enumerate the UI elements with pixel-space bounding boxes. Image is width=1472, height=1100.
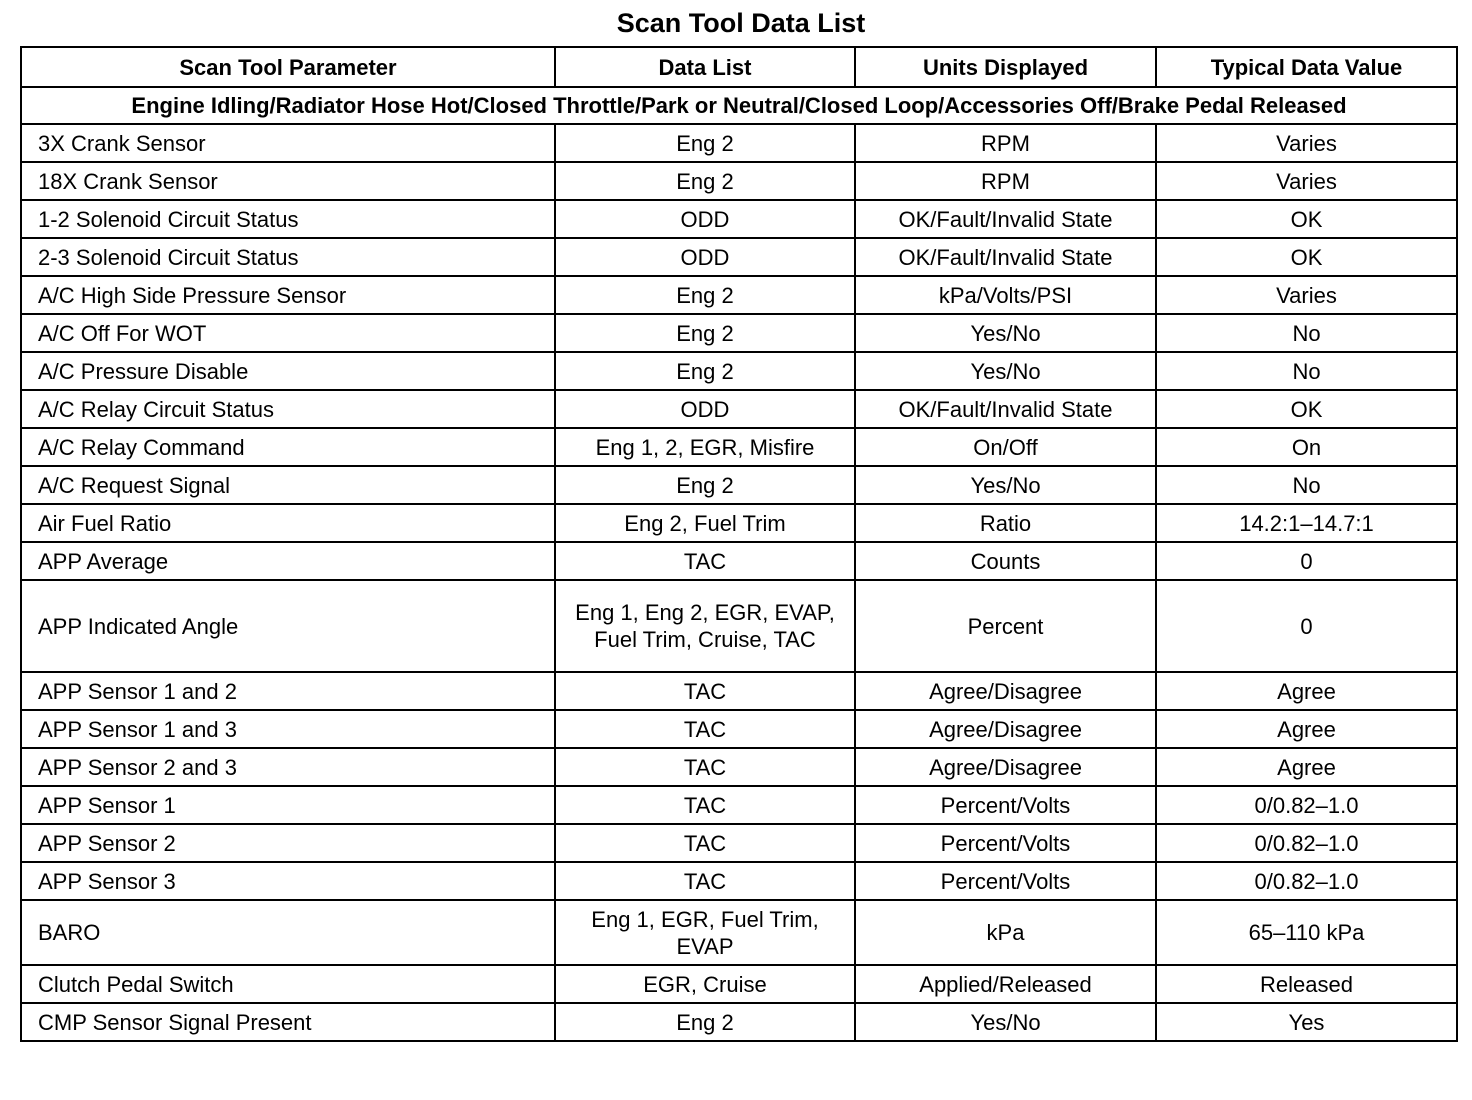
parameter-cell: A/C Off For WOT [21, 314, 555, 352]
table-row [21, 824, 1457, 862]
page-title: Scan Tool Data List [616, 8, 866, 38]
typical-value-cell: Agree [1156, 672, 1457, 710]
data-list-cell: TAC [555, 786, 855, 824]
table-row [21, 124, 1457, 162]
typical-value-cell: 0/0.82–1.0 [1156, 786, 1457, 824]
data-list-cell: Eng 2 [555, 162, 855, 200]
units-cell: Agree/Disagree [855, 710, 1156, 748]
typical-value-cell: No [1156, 466, 1457, 504]
units-cell: OK/Fault/Invalid State [855, 238, 1156, 276]
typical-value-cell: Yes [1156, 1003, 1457, 1041]
table-row [21, 965, 1457, 1003]
table-row [21, 748, 1457, 786]
typical-value-cell: No [1156, 352, 1457, 390]
units-cell: Percent [855, 580, 1156, 672]
table-row [21, 786, 1457, 824]
units-cell: Percent/Volts [855, 786, 1156, 824]
typical-value-cell: Varies [1156, 162, 1457, 200]
header-units: Units Displayed [855, 47, 1156, 87]
data-list-cell: Eng 1, 2, EGR, Misfire [555, 428, 855, 466]
parameter-cell: APP Sensor 3 [21, 862, 555, 900]
parameter-cell: APP Sensor 1 and 3 [21, 710, 555, 748]
parameter-cell: A/C Relay Circuit Status [21, 390, 555, 428]
parameter-cell: APP Average [21, 542, 555, 580]
data-list-cell: Eng 1, Eng 2, EGR, EVAP, Fuel Trim, Cruise, TAC [555, 580, 855, 672]
parameter-cell: Air Fuel Ratio [21, 504, 555, 542]
data-list-cell: Eng 2 [555, 1003, 855, 1041]
parameter-cell: 1-2 Solenoid Circuit Status [21, 200, 555, 238]
table-row [21, 162, 1457, 200]
typical-value-cell: OK [1156, 390, 1457, 428]
units-cell: Percent/Volts [855, 824, 1156, 862]
typical-value-cell: Agree [1156, 710, 1457, 748]
data-list-cell: TAC [555, 862, 855, 900]
typical-value-cell: OK [1156, 200, 1457, 238]
parameter-cell: 3X Crank Sensor [21, 124, 555, 162]
units-cell: On/Off [855, 428, 1156, 466]
table-row [21, 314, 1457, 352]
typical-value-cell: OK [1156, 238, 1457, 276]
data-list-cell: ODD [555, 390, 855, 428]
table-row [21, 238, 1457, 276]
parameter-cell: APP Sensor 2 and 3 [21, 748, 555, 786]
units-cell: Agree/Disagree [855, 672, 1156, 710]
data-list-cell: Eng 2 [555, 466, 855, 504]
parameter-cell: APP Sensor 1 and 2 [21, 672, 555, 710]
units-cell: Applied/Released [855, 965, 1156, 1003]
typical-value-cell: 0/0.82–1.0 [1156, 824, 1457, 862]
data-list-cell: Eng 2 [555, 276, 855, 314]
header-parameter: Scan Tool Parameter [21, 47, 555, 87]
data-list-cell: TAC [555, 748, 855, 786]
table-row [21, 580, 1457, 672]
parameter-cell: APP Sensor 2 [21, 824, 555, 862]
typical-value-cell: Varies [1156, 276, 1457, 314]
table-row [21, 1003, 1457, 1041]
units-cell: Yes/No [855, 352, 1156, 390]
units-cell: Agree/Disagree [855, 748, 1156, 786]
units-cell: kPa/Volts/PSI [855, 276, 1156, 314]
parameter-cell: 18X Crank Sensor [21, 162, 555, 200]
typical-value-cell: No [1156, 314, 1457, 352]
parameter-cell: CMP Sensor Signal Present [21, 1003, 555, 1041]
parameter-cell: A/C High Side Pressure Sensor [21, 276, 555, 314]
units-cell: OK/Fault/Invalid State [855, 200, 1156, 238]
typical-value-cell: 14.2:1–14.7:1 [1156, 504, 1457, 542]
table-row [21, 900, 1457, 965]
condition-row [21, 87, 1457, 124]
data-list-cell: TAC [555, 542, 855, 580]
data-list-cell: EGR, Cruise [555, 965, 855, 1003]
header-row [21, 47, 1457, 87]
units-cell: RPM [855, 124, 1156, 162]
parameter-cell: A/C Relay Command [21, 428, 555, 466]
units-cell: Ratio [855, 504, 1156, 542]
table-row [21, 504, 1457, 542]
parameter-cell: APP Indicated Angle [21, 580, 555, 672]
table-row [21, 390, 1457, 428]
parameter-cell: A/C Pressure Disable [21, 352, 555, 390]
data-list-cell: ODD [555, 238, 855, 276]
data-list-cell: Eng 2, Fuel Trim [555, 504, 855, 542]
header-data-list: Data List [555, 47, 855, 87]
parameter-cell: 2-3 Solenoid Circuit Status [21, 238, 555, 276]
typical-value-cell: 65–110 kPa [1156, 900, 1457, 965]
typical-value-cell: 0 [1156, 580, 1457, 672]
typical-value-cell: Agree [1156, 748, 1457, 786]
parameter-cell: A/C Request Signal [21, 466, 555, 504]
condition-text: Engine Idling/Radiator Hose Hot/Closed Throttle/Park or Neutral/Closed Loop/Accessories Off/Brake Pedal Released [21, 87, 1457, 124]
data-list-cell: TAC [555, 710, 855, 748]
typical-value-cell: On [1156, 428, 1457, 466]
table-row [21, 276, 1457, 314]
table-row [21, 862, 1457, 900]
table-row [21, 466, 1457, 504]
data-list-cell: TAC [555, 824, 855, 862]
typical-value-cell: 0/0.82–1.0 [1156, 862, 1457, 900]
table-row [21, 200, 1457, 238]
parameter-cell: APP Sensor 1 [21, 786, 555, 824]
scan-tool-data-table [20, 46, 1458, 1042]
data-list-cell: ODD [555, 200, 855, 238]
table-row [21, 428, 1457, 466]
units-cell: kPa [855, 900, 1156, 965]
units-cell: Yes/No [855, 314, 1156, 352]
units-cell: RPM [855, 162, 1156, 200]
data-list-cell: Eng 2 [555, 124, 855, 162]
parameter-cell: Clutch Pedal Switch [21, 965, 555, 1003]
units-cell: Percent/Volts [855, 862, 1156, 900]
typical-value-cell: Released [1156, 965, 1457, 1003]
units-cell: Counts [855, 542, 1156, 580]
data-list-cell: TAC [555, 672, 855, 710]
units-cell: OK/Fault/Invalid State [855, 390, 1156, 428]
units-cell: Yes/No [855, 1003, 1156, 1041]
data-list-cell: Eng 2 [555, 352, 855, 390]
typical-value-cell: Varies [1156, 124, 1457, 162]
table-row [21, 542, 1457, 580]
header-typical-value: Typical Data Value [1156, 47, 1457, 87]
typical-value-cell: 0 [1156, 542, 1457, 580]
table-row [21, 710, 1457, 748]
table-row [21, 672, 1457, 710]
parameter-cell: BARO [21, 900, 555, 965]
table-row [21, 352, 1457, 390]
units-cell: Yes/No [855, 466, 1156, 504]
data-list-cell: Eng 1, EGR, Fuel Trim, EVAP [555, 900, 855, 965]
data-list-cell: Eng 2 [555, 314, 855, 352]
